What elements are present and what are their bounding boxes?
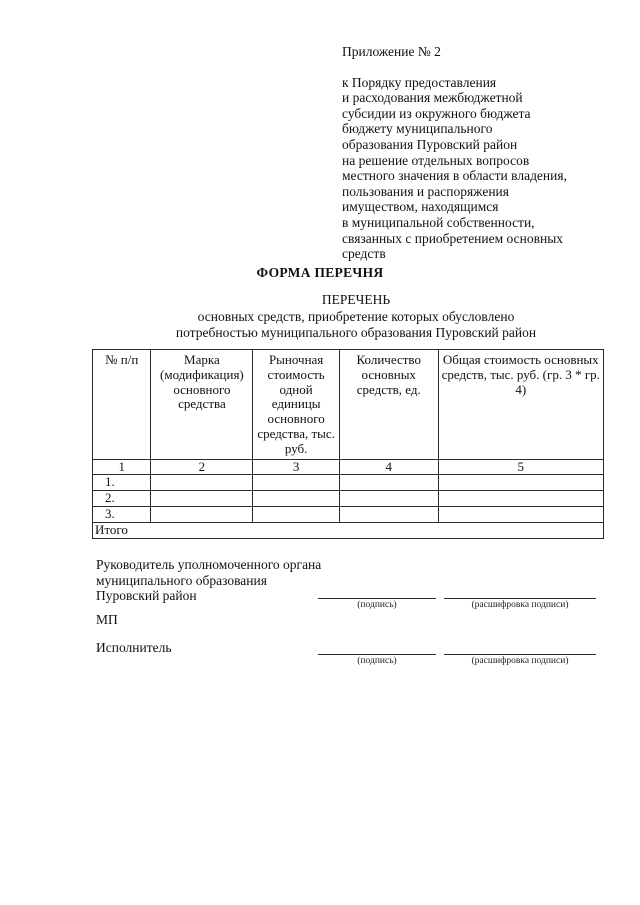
appendix-line: и расходования межбюджетной [342, 90, 523, 106]
table-cell [151, 506, 253, 522]
head-signature-caption: (подпись) [357, 600, 397, 610]
header-brand: Марка (модификация) основного средства [151, 350, 253, 460]
table-cell [339, 475, 438, 491]
assets-table [92, 349, 604, 539]
appendix-line: связанных с приобретением основных [342, 230, 564, 246]
table-cell [151, 491, 253, 507]
list-subtitle [0, 309, 640, 340]
table-cell [151, 475, 253, 491]
table-cell [438, 491, 603, 507]
appendix-line: субсидии из окружного бюджета [342, 105, 531, 121]
row-number: 3. [93, 506, 151, 522]
header-number: № п/п [93, 350, 151, 460]
table-cell [253, 506, 340, 522]
table-row [93, 475, 604, 491]
table-row [93, 506, 604, 522]
table-header-row [93, 350, 604, 460]
table-cell [253, 475, 340, 491]
column-number: 3 [253, 459, 340, 475]
header-unit-price: Рыночная стоимость одной единицы основного средства, тыс. руб. [253, 350, 340, 460]
appendix-line: местного значения в области владения, [342, 168, 567, 184]
row-number: 2. [93, 491, 151, 507]
appendix-line: пользования и распоряжения [342, 183, 509, 199]
table-cell [438, 475, 603, 491]
stamp-place-label: МП [96, 612, 118, 627]
table-cell [253, 491, 340, 507]
column-number: 5 [438, 459, 603, 475]
appendix-line: бюджету муниципального [342, 121, 493, 137]
column-number-row [93, 459, 604, 475]
appendix-line: на решение отдельных вопросов [342, 152, 530, 168]
table-row [93, 491, 604, 507]
total-row [93, 522, 604, 538]
appendix-line: средств [342, 246, 386, 262]
head-signature-line: муниципального образования [96, 572, 267, 588]
executor-label: Исполнитель [96, 640, 172, 655]
header-quantity: Количество основных средств, ед. [339, 350, 438, 460]
list-title: ПЕРЕЧЕНЬ [321, 292, 391, 307]
executor-signature-field [318, 654, 436, 655]
list-subtitle-line: основных средств, приобретение которых обусловлено [197, 309, 515, 324]
head-signature-line: Пуровский район [96, 588, 197, 604]
appendix-title: Приложение № 2 [342, 44, 441, 59]
column-number: 2 [151, 459, 253, 475]
appendix-line: в муниципальной собственности, [342, 214, 535, 230]
column-number: 4 [339, 459, 438, 475]
appendix-line: к Порядку предоставления [342, 74, 497, 90]
head-decoding-caption: (расшифровка подписи) [471, 600, 569, 610]
table-cell [438, 506, 603, 522]
executor-decoding-field [444, 654, 596, 655]
form-title: ФОРМА ПЕРЕЧНЯ [256, 265, 384, 280]
column-number: 1 [93, 459, 151, 475]
appendix-line: образования Пуровский район [342, 136, 518, 152]
table-cell [339, 491, 438, 507]
appendix-line: имуществом, находящимся [342, 199, 499, 215]
total-label: Итого [93, 522, 604, 538]
header-total-cost: Общая стоимость основных средств, тыс. руб. (гр. 3 * гр. 4) [438, 350, 603, 460]
executor-decoding-caption: (расшифровка подписи) [471, 656, 569, 666]
list-subtitle-line: потребностью муниципального образования Пуровский район [175, 324, 537, 340]
head-signature-field [318, 598, 436, 599]
head-signature-label [96, 557, 321, 604]
appendix-block [342, 44, 612, 262]
head-decoding-field [444, 598, 596, 599]
table-cell [339, 506, 438, 522]
head-signature-line: Руководитель уполномоченного органа [96, 557, 322, 572]
executor-signature-caption: (подпись) [357, 656, 397, 666]
row-number: 1. [93, 475, 151, 491]
